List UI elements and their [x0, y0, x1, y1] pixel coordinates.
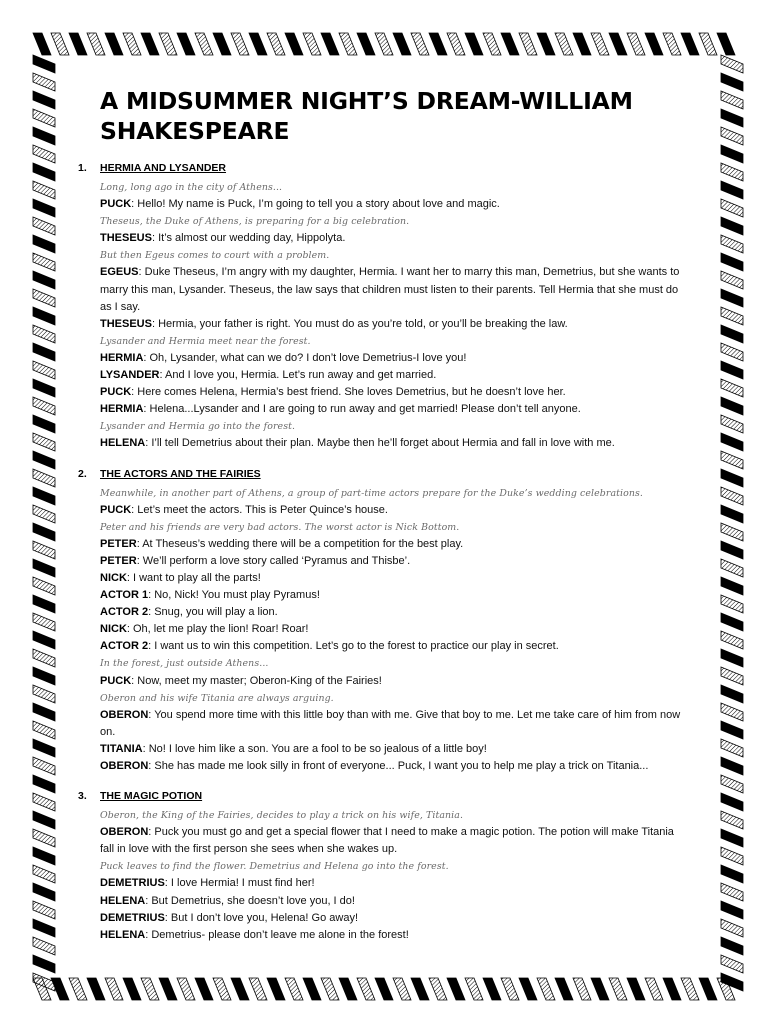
border-chevron	[411, 33, 429, 55]
narration-line: But then Egeus comes to court with a problem.	[100, 250, 330, 262]
border-chevron	[33, 577, 55, 595]
border-chevron	[721, 775, 743, 793]
border-chevron	[33, 253, 55, 271]
border-chevron	[721, 109, 743, 127]
border-chevron	[357, 978, 375, 1000]
border-chevron	[33, 541, 55, 559]
border-chevron	[555, 978, 573, 1000]
speaker-name: PUCK	[100, 386, 132, 399]
border-chevron	[141, 33, 159, 55]
border-chevron	[721, 865, 743, 883]
border-chevron	[721, 55, 743, 73]
border-chevron	[33, 415, 55, 433]
border-chevron	[663, 978, 681, 1000]
dialogue-line	[100, 230, 688, 247]
border-chevron	[721, 829, 743, 847]
border-chevron	[33, 181, 55, 199]
dialogue-text: : I want us to win this competition. Let’s go to the forest to practice our play in secret.	[148, 640, 559, 653]
border-chevron	[519, 33, 537, 55]
speaker-name: HERMIA	[100, 351, 144, 364]
border-chevron	[231, 33, 249, 55]
border-chevron	[721, 289, 743, 307]
border-chevron	[721, 937, 743, 955]
border-chevron	[721, 667, 743, 685]
border-chevron	[681, 33, 699, 55]
document-body	[78, 86, 688, 944]
border-chevron	[721, 649, 743, 667]
border-chevron	[645, 978, 663, 1000]
border-chevron	[33, 271, 55, 289]
border-chevron	[177, 33, 195, 55]
border-chevron	[33, 487, 55, 505]
narration-line: Peter and his friends are very bad actors. The worst actor is Nick Bottom.	[100, 521, 460, 533]
border-chevron	[721, 721, 743, 739]
border-chevron	[33, 361, 55, 379]
border-chevron	[721, 955, 743, 973]
dialogue-text: : She has made me look silly in front of everyone... Puck, I want you to help me play a trick on Titania...	[148, 760, 649, 772]
section-title: THE ACTORS AND THE FAIRIES	[100, 467, 261, 480]
narration-line: Long, long ago in the city of Athens...	[100, 182, 283, 193]
speaker-name: DEMETRIUS	[100, 911, 165, 924]
border-chevron	[721, 901, 743, 919]
border-chevron	[33, 775, 55, 793]
border-chevron	[721, 469, 743, 487]
speaker-name: NICK	[100, 623, 127, 636]
border-chevron	[33, 145, 55, 163]
page-title: A MIDSUMMER NIGHT’S DREAM-WILLIAM SHAKESPEARE	[100, 87, 633, 145]
border-chevron	[627, 33, 645, 55]
border-chevron	[375, 33, 393, 55]
border-chevron	[537, 33, 555, 55]
speaker-name: OBERON	[100, 760, 149, 772]
border-chevron	[33, 793, 55, 811]
dialogue-line	[100, 384, 688, 401]
border-chevron	[721, 163, 743, 181]
border-chevron	[159, 978, 177, 1000]
border-chevron	[123, 978, 141, 1000]
border-chevron	[699, 33, 717, 55]
border-chevron	[33, 937, 55, 955]
speaker-name: DEMETRIUS	[100, 877, 165, 890]
border-chevron	[721, 631, 743, 649]
section-number: 1.	[78, 162, 87, 174]
speaker-name: HELENA	[100, 894, 146, 907]
border-chevron	[33, 523, 55, 541]
border-chevron	[465, 978, 483, 1000]
border-chevron	[721, 505, 743, 523]
border-chevron	[33, 379, 55, 397]
border-chevron	[555, 33, 573, 55]
speaker-name: THESEUS	[100, 317, 152, 330]
border-chevron	[483, 978, 501, 1000]
border-chevron	[33, 883, 55, 901]
border-chevron	[177, 978, 195, 1000]
border-chevron	[339, 33, 357, 55]
border-chevron	[721, 235, 743, 253]
dialogue-text: : No! I love him like a son. You are a fool to be so jealous of a little boy!	[142, 742, 487, 755]
border-chevron	[447, 978, 465, 1000]
border-chevron	[721, 91, 743, 109]
border-chevron	[721, 361, 743, 379]
border-chevron	[33, 631, 55, 649]
dialogue-line	[100, 350, 688, 367]
border-chevron	[721, 325, 743, 343]
dialogue-line	[100, 604, 688, 621]
border-chevron	[721, 793, 743, 811]
border-chevron	[33, 343, 55, 361]
narration-line: In the forest, just outside Athens...	[100, 658, 269, 670]
border-chevron	[33, 847, 55, 865]
border-chevron	[447, 33, 465, 55]
border-chevron	[357, 33, 375, 55]
section-heading	[78, 468, 688, 485]
border-chevron	[645, 33, 663, 55]
border-chevron	[33, 829, 55, 847]
border-chevron	[721, 451, 743, 469]
border-chevron	[429, 33, 447, 55]
dialogue-text: : But I don’t love you, Helena! Go away!	[164, 911, 359, 924]
border-chevron	[609, 978, 627, 1000]
dialogue-text: : Here comes Helena, Hermia’s best friend. She loves Demetrius, but he doesn’t love her.	[131, 386, 566, 399]
border-chevron	[33, 865, 55, 883]
border-chevron	[33, 721, 55, 739]
border-chevron	[87, 33, 105, 55]
border-chevron	[721, 379, 743, 397]
border-chevron	[501, 978, 519, 1000]
dialogue-line	[100, 264, 688, 315]
speaker-name: ACTOR 2	[100, 606, 149, 619]
section-title: HERMIA AND LYSANDER	[100, 162, 227, 174]
dialogue-text: : Duke Theseus, I’m angry with my daughter, Hermia. I want her to marry this man, Demetrius, but she wants to marry this man, Lysander. Theseus, the law says that children must listen to their parents. Tell Hermia that she must do as I say.	[100, 266, 680, 313]
border-chevron	[33, 397, 55, 415]
border-chevron	[721, 73, 743, 91]
dialogue-text: : Let’s meet the actors. This is Peter Quince’s house.	[131, 503, 388, 516]
speaker-name: OBERON	[100, 826, 149, 839]
dialogue-text: : At Theseus’s wedding there will be a competition for the best play.	[136, 537, 464, 550]
section-title: THE MAGIC POTION	[100, 790, 203, 803]
border-chevron	[393, 978, 411, 1000]
section-2	[78, 468, 688, 776]
speaker-name: PUCK	[100, 503, 132, 516]
border-chevron	[591, 33, 609, 55]
dialogue-line	[100, 927, 688, 944]
dialogue-line	[100, 741, 688, 758]
border-chevron	[721, 883, 743, 901]
border-chevron	[33, 91, 55, 109]
border-chevron	[663, 33, 681, 55]
border-chevron	[33, 451, 55, 469]
border-chevron	[375, 978, 393, 1000]
border-chevron	[33, 235, 55, 253]
speaker-name: PETER	[100, 537, 137, 550]
dialogue-text: : Oh, Lysander, what can we do? I don’t love Demetrius-I love you!	[143, 351, 467, 364]
border-chevron	[483, 33, 501, 55]
dialogue-text: : But Demetrius, she doesn’t love you, I do!	[145, 894, 355, 907]
border-chevron	[721, 541, 743, 559]
speaker-name: PUCK	[100, 198, 132, 211]
narration-line: Puck leaves to find the flower. Demetrius and Helena go into the forest.	[100, 861, 449, 873]
border-chevron	[33, 595, 55, 613]
border-chevron	[159, 33, 177, 55]
border-chevron	[537, 978, 555, 1000]
dialogue-text: : Hello! My name is Puck, I’m going to tell you a story about love and magic.	[131, 198, 500, 211]
dialogue-text: : You spend more time with this little boy than with me. Give that boy to me. Let me take care of him from now on.	[100, 708, 681, 738]
narration-line: Oberon, the King of the Fairies, decides to play a trick on his wife, Titania.	[100, 810, 464, 822]
border-chevron	[573, 33, 591, 55]
border-chevron	[519, 978, 537, 1000]
border-chevron	[33, 703, 55, 721]
border-chevron	[213, 33, 231, 55]
section-3	[78, 790, 688, 944]
speaker-name: TITANIA	[100, 742, 143, 755]
narration-line: Oberon and his wife Titania are always arguing.	[100, 692, 334, 704]
dialogue-line	[100, 502, 688, 519]
border-chevron	[33, 901, 55, 919]
narration-line: Meanwhile, in another part of Athens, a group of part-time actors prepare for the Duke’s wedding celebrations.	[100, 487, 643, 499]
border-chevron	[33, 919, 55, 937]
border-chevron	[339, 978, 357, 1000]
border-chevron	[123, 33, 141, 55]
border-chevron	[285, 33, 303, 55]
border-chevron	[393, 33, 411, 55]
dialogue-text: : Hermia, your father is right. You must do as you’re told, or you’ll be breaking the law.	[151, 317, 568, 330]
border-chevron	[721, 739, 743, 757]
dialogue-line	[100, 673, 688, 690]
dialogue-line	[100, 435, 688, 452]
border-chevron	[33, 739, 55, 757]
section-heading	[78, 162, 688, 179]
border-chevron	[721, 433, 743, 451]
dialogue-line	[100, 401, 688, 418]
border-chevron	[33, 613, 55, 631]
border-chevron	[501, 33, 519, 55]
section-number: 3.	[78, 790, 87, 803]
border-chevron	[33, 33, 51, 55]
border-chevron	[231, 978, 249, 1000]
dialogue-line	[100, 910, 688, 927]
speaker-name: PUCK	[100, 674, 132, 687]
border-chevron	[721, 487, 743, 505]
border-chevron	[69, 33, 87, 55]
border-chevron	[105, 978, 123, 1000]
border-chevron	[721, 127, 743, 145]
dialogue-text: : It’s almost our wedding day, Hippolyta.	[151, 232, 346, 245]
speaker-name: HERMIA	[100, 403, 144, 416]
dialogue-line	[100, 893, 688, 910]
dialogue-line	[100, 621, 688, 638]
border-chevron	[87, 978, 105, 1000]
dialogue-text: : I’ll tell Demetrius about their plan. Maybe then he’ll forget about Hermia and fall in love with me.	[145, 437, 615, 450]
border-chevron	[303, 33, 321, 55]
dialogue-text: : And I love you, Hermia. Let’s run away and get married.	[159, 369, 437, 382]
dialogue-text: : Snug, you will play a lion.	[148, 606, 278, 619]
speaker-name: HELENA	[100, 437, 146, 450]
border-chevron	[33, 955, 55, 973]
border-chevron	[51, 33, 69, 55]
narration-line: Lysander and Hermia meet near the forest.	[100, 335, 311, 347]
dialogue-line	[100, 875, 688, 892]
border-chevron	[33, 55, 55, 73]
border-chevron	[627, 978, 645, 1000]
section-heading	[78, 790, 688, 807]
dialogue-line	[100, 587, 688, 604]
dialogue-text: : We’ll perform a love story called ‘Pyramus and Thisbe’.	[136, 554, 411, 567]
border-chevron	[721, 523, 743, 541]
border-chevron	[33, 505, 55, 523]
section-1	[78, 162, 688, 453]
border-chevron	[721, 145, 743, 163]
border-chevron	[33, 289, 55, 307]
border-chevron	[721, 343, 743, 361]
dialogue-line	[100, 824, 688, 858]
dialogue-text: : Now, meet my master; Oberon-King of the Fairies!	[131, 674, 382, 687]
border-chevron	[721, 703, 743, 721]
border-chevron	[249, 33, 267, 55]
speaker-name: LYSANDER	[100, 369, 160, 382]
speaker-name: ACTOR 1	[100, 589, 149, 602]
dialogue-text: : Oh, let me play the lion! Roar! Roar!	[126, 623, 309, 636]
border-chevron	[465, 33, 483, 55]
border-chevron	[33, 217, 55, 235]
border-chevron	[195, 33, 213, 55]
border-chevron	[33, 325, 55, 343]
border-chevron	[33, 307, 55, 325]
border-chevron	[267, 978, 285, 1000]
border-chevron	[33, 109, 55, 127]
border-chevron	[33, 199, 55, 217]
border-chevron	[33, 757, 55, 775]
border-chevron	[717, 33, 735, 55]
speaker-name: ACTOR 2	[100, 640, 149, 653]
dialogue-line	[100, 553, 688, 570]
border-chevron	[33, 685, 55, 703]
border-chevron	[721, 181, 743, 199]
speaker-name: EGEUS	[100, 266, 139, 279]
border-chevron	[681, 978, 699, 1000]
border-chevron	[721, 271, 743, 289]
border-chevron	[721, 685, 743, 703]
border-chevron	[303, 978, 321, 1000]
border-chevron	[33, 649, 55, 667]
dialogue-line	[100, 638, 688, 655]
border-chevron	[721, 415, 743, 433]
border-chevron	[721, 253, 743, 271]
dialogue-text: : Demetrius- please don’t leave me alone in the forest!	[145, 928, 409, 941]
dialogue-line	[100, 707, 688, 741]
border-chevron	[33, 433, 55, 451]
border-chevron	[33, 73, 55, 91]
border-chevron	[591, 978, 609, 1000]
border-chevron	[267, 33, 285, 55]
border-chevron	[721, 559, 743, 577]
dialogue-text: : Puck you must go and get a special flower that I need to make a magic potion. The potion will make Titania fall in love with the first person she sees when she wakes up.	[100, 826, 674, 856]
dialogue-line	[100, 758, 688, 775]
border-chevron	[411, 978, 429, 1000]
border-chevron	[609, 33, 627, 55]
narration-line: Lysander and Hermia go into the forest.	[100, 421, 296, 433]
speaker-name: OBERON	[100, 708, 149, 721]
speaker-name: THESEUS	[100, 232, 152, 245]
speaker-name: HELENA	[100, 928, 146, 941]
border-chevron	[721, 217, 743, 235]
border-chevron	[321, 33, 339, 55]
border-chevron	[429, 978, 447, 1000]
narration-line: Theseus, the Duke of Athens, is preparing for a big celebration.	[100, 216, 410, 228]
section-number: 2.	[78, 467, 87, 480]
border-chevron	[721, 613, 743, 631]
border-chevron	[69, 978, 87, 1000]
border-chevron	[105, 33, 123, 55]
border-chevron	[721, 811, 743, 829]
speaker-name: NICK	[100, 571, 127, 584]
border-chevron	[33, 163, 55, 181]
border-chevron	[721, 757, 743, 775]
border-chevron	[141, 978, 159, 1000]
dialogue-line	[100, 316, 688, 333]
border-chevron	[321, 978, 339, 1000]
border-chevron	[721, 397, 743, 415]
border-chevron	[33, 469, 55, 487]
border-chevron	[33, 559, 55, 577]
dialogue-text: : I want to play all the parts!	[126, 571, 261, 584]
border-chevron	[721, 199, 743, 217]
border-chevron	[33, 811, 55, 829]
script-sections	[78, 162, 688, 944]
dialogue-text: : No, Nick! You must play Pyramus!	[148, 589, 320, 602]
border-chevron	[699, 978, 717, 1000]
border-chevron	[721, 577, 743, 595]
border-chevron	[249, 978, 267, 1000]
dialogue-text: : I love Hermia! I must find her!	[164, 877, 315, 890]
speaker-name: PETER	[100, 554, 137, 567]
border-chevron	[721, 595, 743, 613]
dialogue-line	[100, 570, 688, 587]
border-chevron	[721, 307, 743, 325]
dialogue-line	[100, 367, 688, 384]
border-chevron	[195, 978, 213, 1000]
border-chevron	[721, 847, 743, 865]
dialogue-text: : Helena...Lysander and I are going to run away and get married! Please don’t tell anyone.	[143, 403, 581, 416]
border-chevron	[721, 919, 743, 937]
border-chevron	[33, 667, 55, 685]
border-chevron	[33, 127, 55, 145]
dialogue-line	[100, 536, 688, 553]
border-chevron	[573, 978, 591, 1000]
dialogue-line	[100, 196, 688, 213]
border-chevron	[285, 978, 303, 1000]
border-chevron	[213, 978, 231, 1000]
